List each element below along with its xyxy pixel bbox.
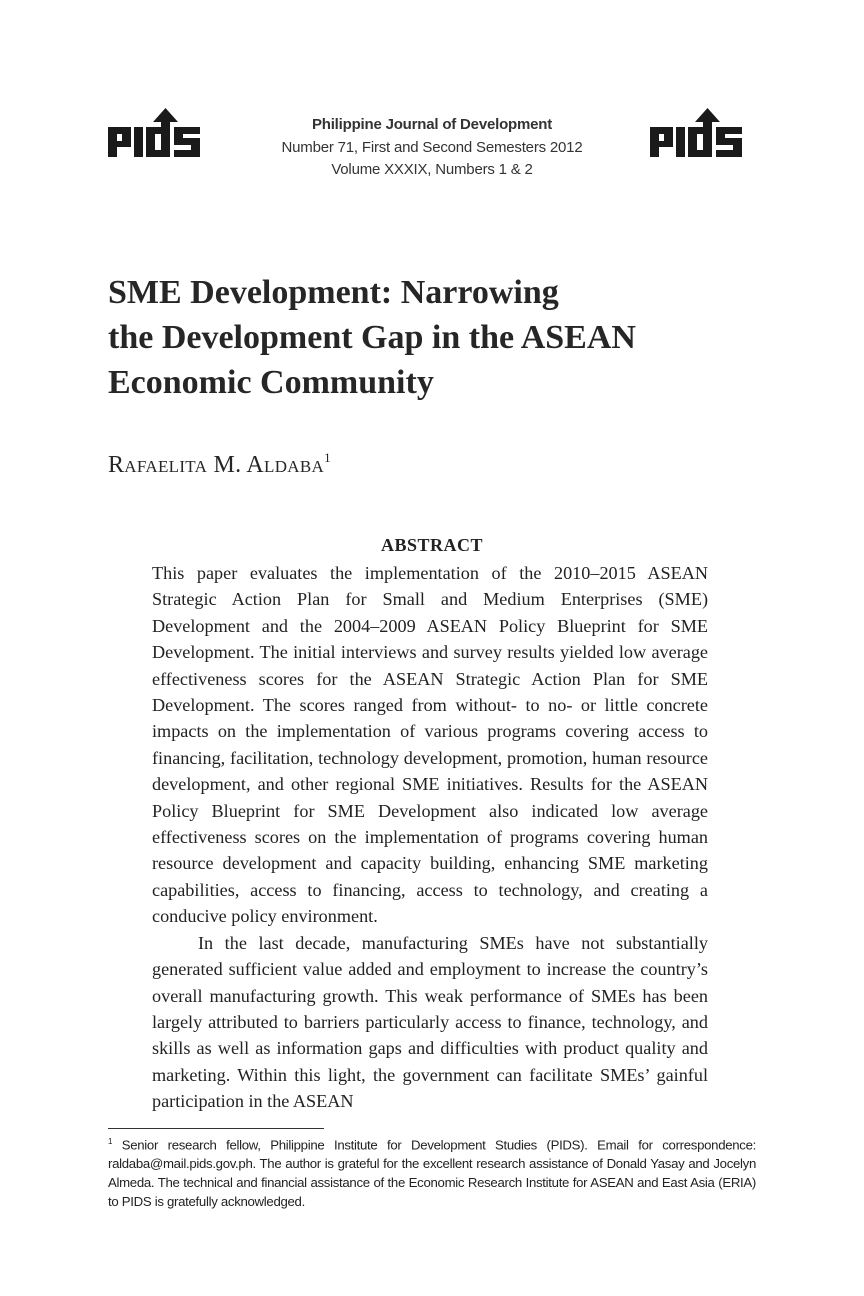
article-title	[108, 270, 748, 405]
journal-header	[232, 114, 632, 182]
pids-logo-left	[108, 108, 212, 160]
title-line: SME Development: Narrowing	[108, 274, 559, 311]
author-name: Rafaelita M. Aldaba	[108, 452, 325, 478]
journal-volume: Volume XXXIX, Numbers 1 & 2	[331, 161, 533, 178]
abstract-body	[152, 560, 708, 1115]
abstract-heading: ABSTRACT	[380, 535, 484, 555]
author-footnote-marker[interactable]: 1	[324, 450, 331, 465]
abstract-paragraph: In the last decade, manufacturing SMEs have not substantially generated sufficient value added and employment to increase the country’s overall manufacturing growth. This weak performance of SMEs has been largely attributed to barriers particularly access to finance, technology, and skills as well as information gaps and difficulties with product quality and marketing. Within this light, the government can facilitate SMEs’ gainful participation in the ASEAN	[152, 932, 708, 1112]
journal-issue: Number 71, First and Second Semesters 2012	[281, 138, 583, 156]
footnote-text: Senior research fellow, Philippine Institute for Development Studies (PIDS). Email for correspondence: raldaba@mail.pids.gov.ph. The author is grateful for the excellent research assistance of Donald Yasay and Jocelyn Almeda. The technical and financial assistance of the Economic Research Institute for ASEAN and East Asia (ERIA) to PIDS is gratefully acknowledged.	[108, 1137, 756, 1210]
journal-name: Philippine Journal of Development	[311, 116, 553, 133]
footnote	[108, 1132, 756, 1211]
title-line: the Development Gap in the ASEAN	[108, 319, 636, 356]
author-line	[108, 452, 331, 479]
footnote-divider	[108, 1128, 324, 1129]
footnote-marker: 1	[108, 1137, 113, 1146]
abstract-paragraph: This paper evaluates the implementation of the 2010–2015 ASEAN Strategic Action Plan for Small and Medium Enterprises (SME) Development and the 2004–2009 ASEAN Policy Blueprint for SME Development. The initial interviews and survey results yielded low average effectiveness scores for the ASEAN Strategic Action Plan for SME Development. The scores ranged from without- to no- or little concrete impacts on the implementation of various programs covering access to financing, facilitation, technology development, promotion, human resource development, and other regional SME initiatives. Results for the ASEAN Policy Blueprint for SME Development also indicated low average effectiveness scores on the implementation of programs covering human resource development and capacity building, enhancing SME marketing capabilities, access to financing, access to technology, and creating a conducive policy environment.	[152, 563, 708, 927]
title-line: Economic Community	[108, 364, 434, 401]
pids-logo-right	[650, 108, 754, 160]
